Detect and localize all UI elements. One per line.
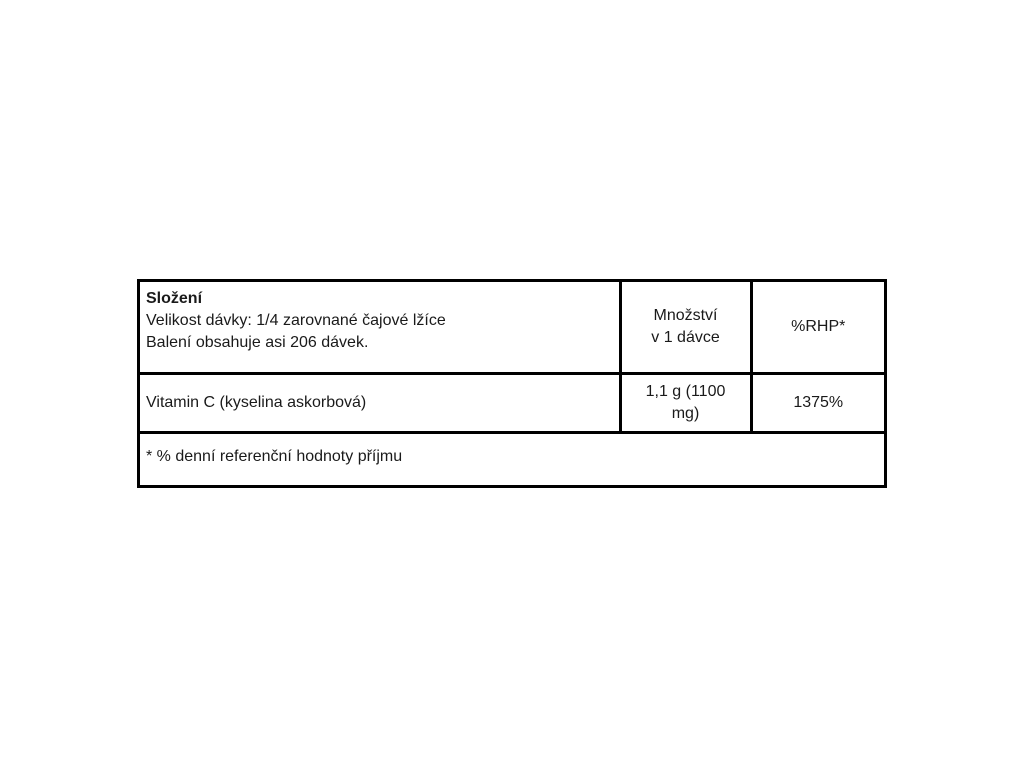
amount-header-line1: Množství [653,306,718,324]
servings-per-package-text: Balení obsahuje asi 206 dávek. [146,334,369,351]
nutrient-amount-line2: mg) [671,404,700,422]
nutrient-rhp-cell: 1375% [751,373,884,432]
rhp-header-cell: %RHP* [751,282,884,373]
nutrient-amount-line1: 1,1 g (1100 [645,382,726,400]
composition-table [140,282,884,485]
amount-header-cell [620,282,751,373]
table-header-row [140,282,884,373]
footnote-row [140,432,884,485]
composition-title: Složení [146,290,203,307]
nutrition-table [137,279,887,488]
nutrient-amount-cell [620,373,751,432]
header-description-cell [140,282,620,373]
footnote-text: * % denní referenční hodnoty příjmu [140,432,884,485]
nutrient-name-cell: Vitamin C (kyselina askorbová) [140,373,620,432]
table-row [140,373,884,432]
serving-size-text: Velikost dávky: 1/4 zarovnané čajové lžíce [146,312,446,329]
amount-header-line2: v 1 dávce [651,328,720,346]
